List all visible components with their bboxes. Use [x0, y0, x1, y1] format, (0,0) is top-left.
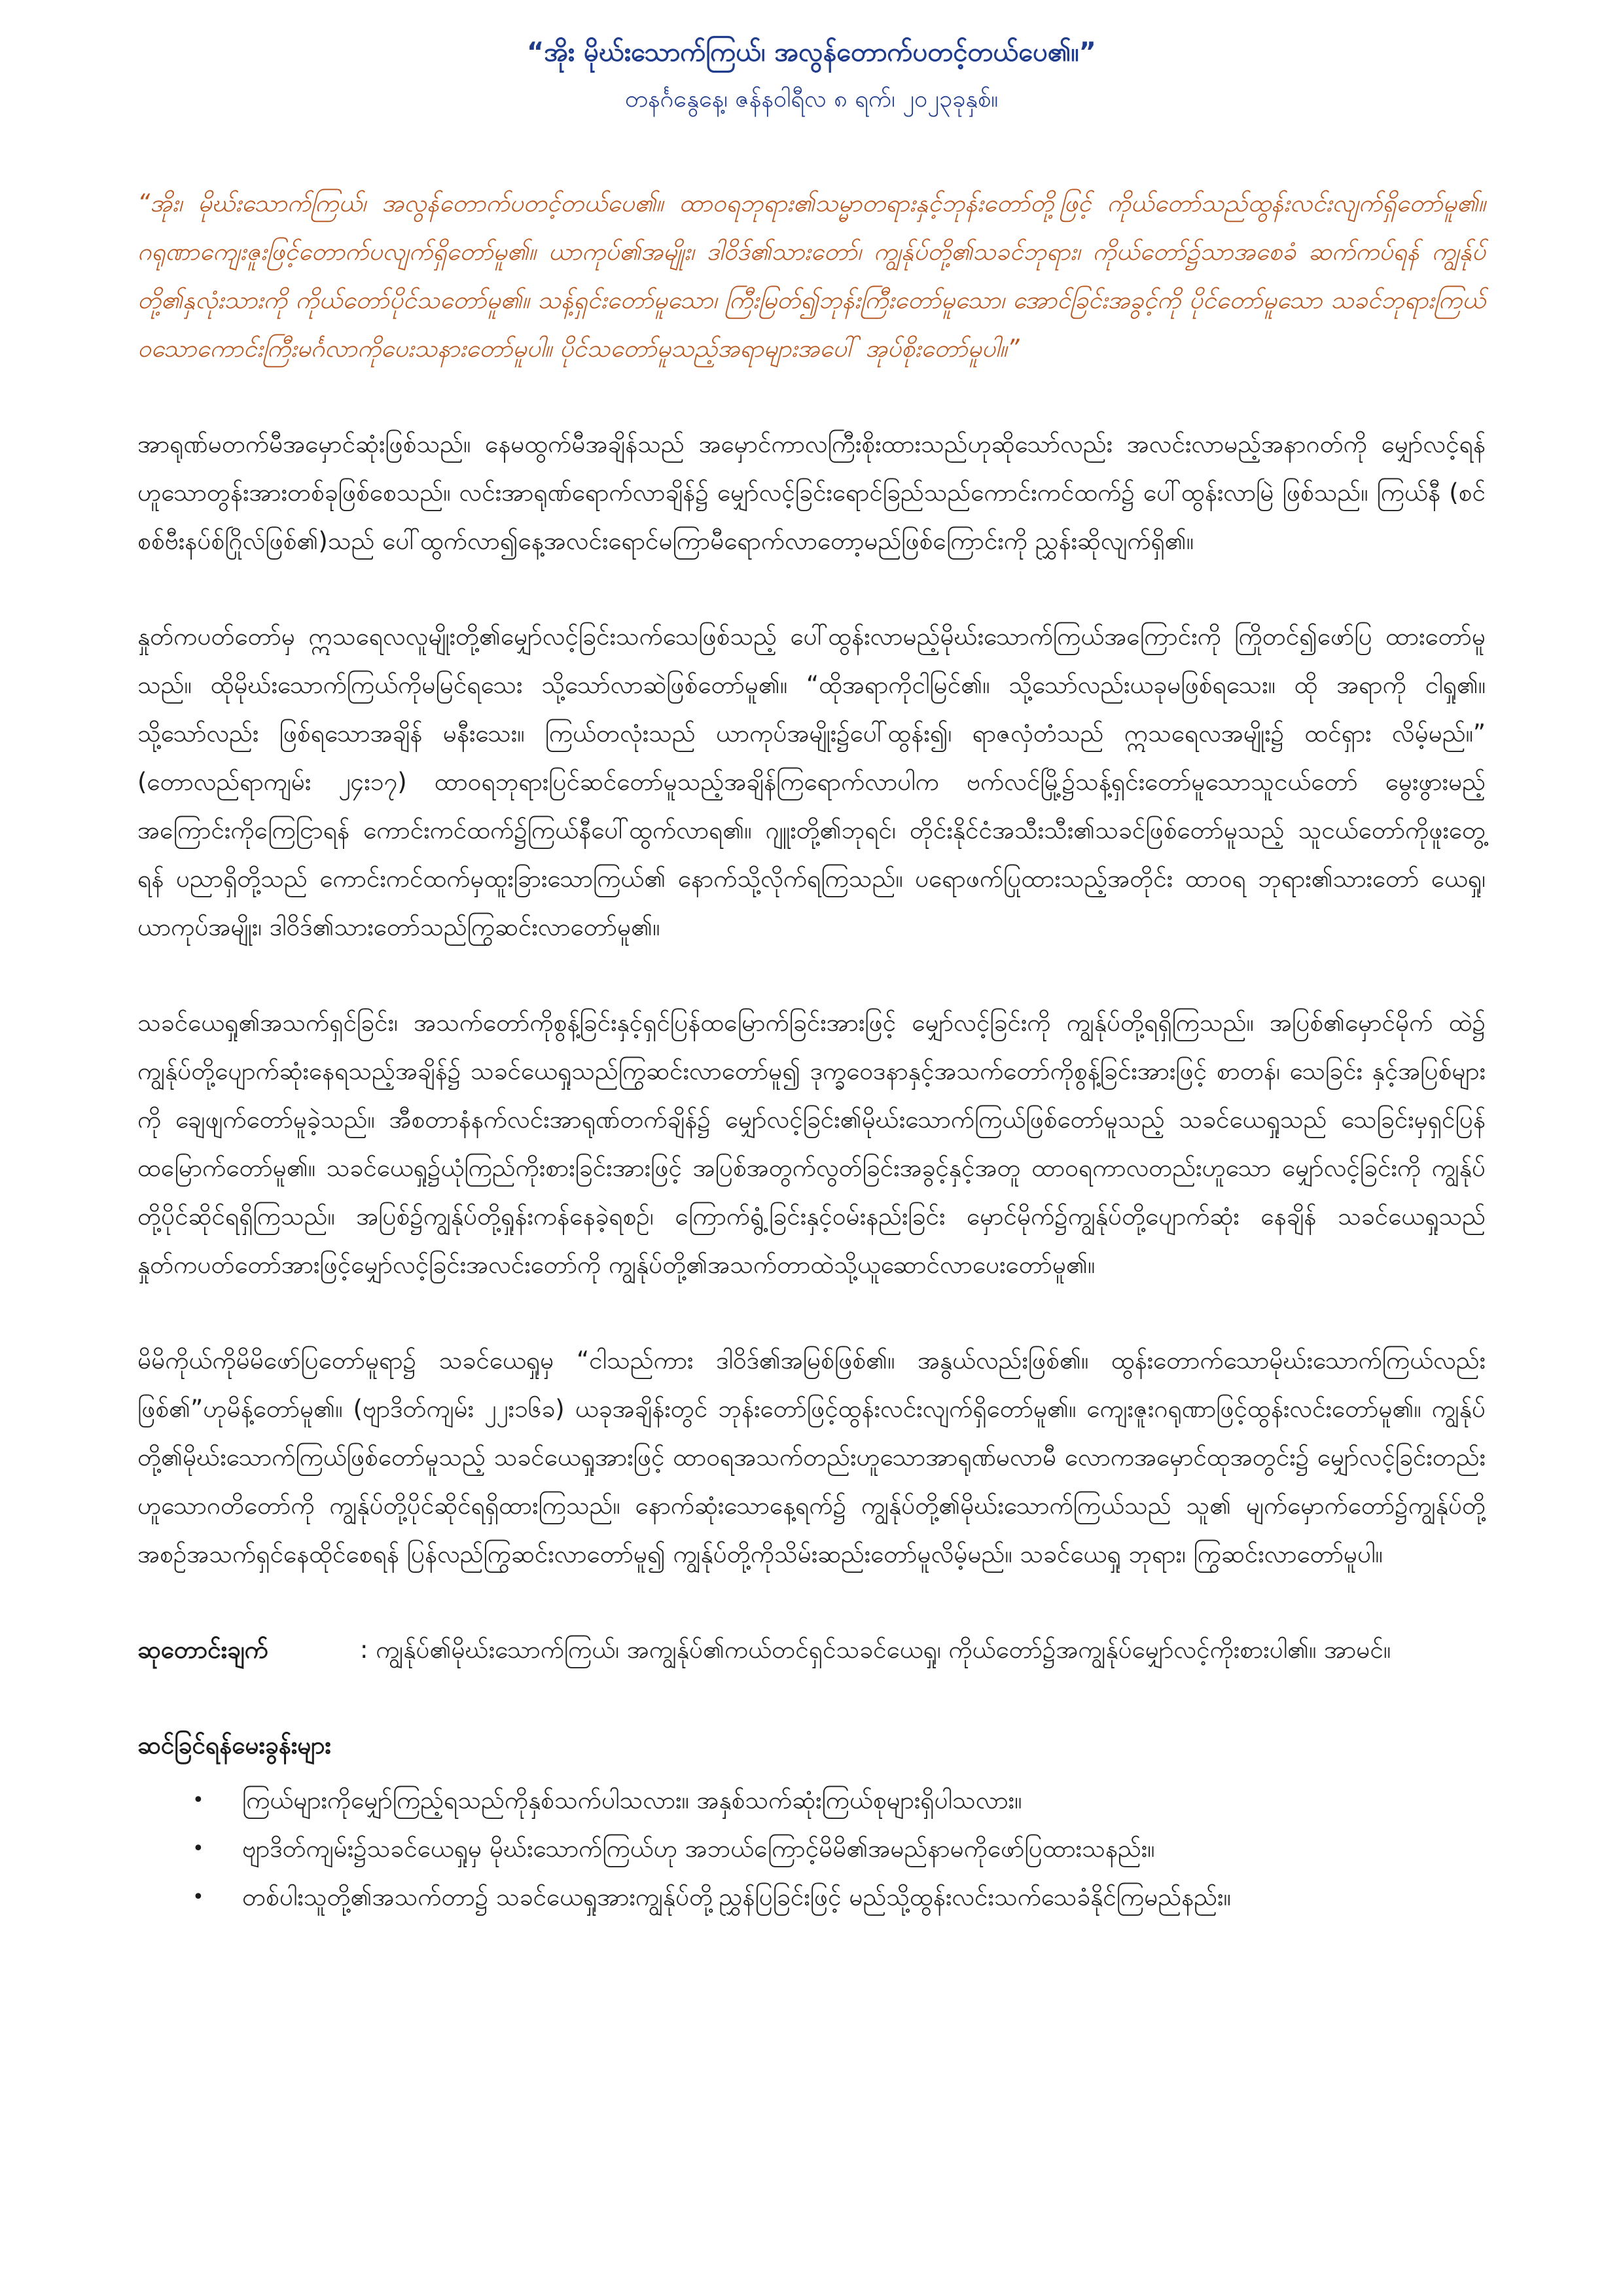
date-line: တနင်္ဂနွေနေ့၊ ဇန်နဝါရီလ ၈ ရက်၊ ၂၀၂၃ခုနှစ်။	[624, 86, 999, 113]
question-item	[137, 1825, 1486, 1873]
question-item	[137, 1873, 1486, 1922]
bullet-icon: •	[192, 1837, 204, 1860]
question-text: တစ်ပါးသူတို့၏အသက်တာ၌ သခင်ယေရှုအားကျွန်ုပ်တို့ညွှန်ပြခြင်းဖြင့် မည်သို့ထွန်းလင်းသက်သေခံနိုင်ကြမည်နည်း။	[242, 1883, 1231, 1911]
bullet-icon: •	[192, 1789, 204, 1812]
devotional-page	[137, 33, 1486, 1922]
bullet-icon: •	[192, 1886, 204, 1909]
paragraph-4: မိမိကိုယ်ကိုမိမိဖော်ပြတော်မူရာ၌ သခင်ယေရှုမှ “ငါသည်ကား ဒါဝိဒ်၏အမြစ်ဖြစ်၏။ အနွယ်လည်းဖြစ်၏။ ထွန်းတောက်သောမိုဃ်းသောက်ကြယ်လည်း ဖြစ်၏”ဟုမိန့်တော်မူ၏။ (ဗျာဒိတ်ကျမ်း ၂၂း၁၆ခ) ယခုအချိန်းတွင် ဘုန်းတော်ဖြင့်ထွန်းလင်းလျက်ရှိတော်မူ၏။ ကျေးဇူးဂရုဏာဖြင့်ထွန်းလင်းတော်မူ၏။ ကျွန်ုပ်တို့၏မိုဃ်းသောက်ကြယ်ဖြစ်တော်မူသည့် သခင်ယေရှုအားဖြင့် ထာဝရအသက်တည်းဟူသောအာရုဏ်မလာမီ လောကအမှောင်ထုအတွင်း၌ မျှော်လင့်ခြင်းတည်းဟူသောဂတိတော်ကို ကျွန်ုပ်တို့ပိုင်ဆိုင်ရရှိထားကြသည်။ နောက်ဆုံးသောနေ့ရက်၌ ကျွန်ုပ်တို့၏မိုဃ်းသောက်ကြယ်သည် သူ၏ မျက်မှောက်တော်၌ကျွန်ုပ်တို့အစဉ်အသက်ရှင်နေထိုင်စေရန် ပြန်လည်ကြွဆင်းလာတော်မူ၍ ကျွန်ုပ်တို့ကိုသိမ်းဆည်းတော်မူလိမ့်မည်။ သခင်ယေရှု ဘုရား၊ ကြွဆင်းလာတော်မူပါ။	[137, 1346, 1486, 1568]
opening-quote: “အိုး၊ မိုဃ်းသောက်ကြယ်၊ အလွန်တောက်ပတင့်တယ်ပေ၏။ ထာဝရဘုရား၏သမ္မာတရားနှင့်ဘုန်းတော်တို့ဖြင့် ကိုယ်တော်သည်ထွန်းလင်းလျက်ရှိတော်မူ၏။ ဂရုဏာကျေးဇူးဖြင့်တောက်ပလျက်ရှိတော်မူ၏။ ယာကုပ်၏အမျိုး၊ ဒါဝိဒ်၏သားတော်၊ ကျွန်ုပ်တို့၏သခင်ဘုရား၊ ကိုယ်တော်၌သာအစေခံ ဆက်ကပ်ရန် ကျွန်ုပ်တို့၏နှလုံးသားကို ကိုယ်တော်ပိုင်သတော်မူ၏။ သန့်ရှင်းတော်မူသော၊ ကြီးမြတ်၍ဘုန်းကြီးတော်မူသော၊ အောင်ခြင်းအခွင့်ကို ပိုင်တော်မူသော သခင်ဘုရားကြယ်ဝသောကောင်းကြီးမင်္ဂလာကိုပေးသနားတော်မူပါ။ ပိုင်သတော်မူသည့်အရာများအပေါ် အုပ်စိုးတော်မူပါ။”	[137, 189, 1486, 363]
prayer-section	[137, 1626, 1486, 1674]
paragraph-2: နှုတ်ကပတ်တော်မှ ဣသရေလလူမျိုးတို့၏မျှော်လင့်ခြင်းသက်သေဖြစ်သည့် ပေါ်ထွန်းလာမည့်မိုဃ်းသောက်ကြယ်အကြောင်းကို ကြိုတင်၍ဖော်ပြ ထားတော်မူသည်။ ထိုမိုဃ်းသောက်ကြယ်ကိုမမြင်ရသေး သို့သော်လာဆဲဖြစ်တော်မူ၏။ “ထိုအရာကိုငါမြင်၏။ သို့သော်လည်းယခုမဖြစ်ရသေး။ ထို အရာကို ငါရှု၏။ သို့သော်လည်း ဖြစ်ရသောအချိန် မနီးသေး။ ကြယ်တလုံးသည် ယာကုပ်အမျိုး၌ပေါ်ထွန်း၍၊ ရာဇလှံတံသည် ဣသရေလအမျိုး၌ ထင်ရှား လိမ့်မည်။” (တောလည်ရာကျမ်း ၂၄း၁၇) ထာဝရဘုရားပြင်ဆင်တော်မူသည့်အချိန်ကြရောက်လာပါက ဗက်လင်မြို့၌သန့်ရှင်းတော်မူသောသူငယ်တော် မွေးဖွားမည့်အကြောင်းကိုကြေငြာရန် ကောင်းကင်ထက်၌ကြယ်နီပေါ်ထွက်လာရ၏။ ဂျူးတို့၏ဘုရင်၊ တိုင်းနိုင်ငံအသီးသီး၏သခင်ဖြစ်တော်မူသည့် သူငယ်တော်ကိုဖူးတွေ့ရန် ပညာရှိတို့သည် ကောင်းကင်ထက်မှထူးခြားသောကြယ်၏ နောက်သို့လိုက်ရကြသည်။ ပရောဖက်ပြုထားသည့်အတိုင်း ထာဝရ ဘုရား၏သားတော် ယေရှု၊ ယာကုပ်အမျိုး၊ ဒါဝိဒ်၏သားတော်သည်ကြွဆင်းလာတော်မူ၏။	[137, 622, 1486, 941]
question-text: ဗျာဒိတ်ကျမ်း၌သခင်ယေရှုမှ မိုဃ်းသောက်ကြယ်ဟု အဘယ်ကြောင့်မိမိ၏အမည်နာမကိုဖော်ပြထားသနည်း။	[242, 1835, 1155, 1863]
questions-heading: ဆင်ခြင်ရန်မေးခွန်းများ	[137, 1731, 331, 1759]
prayer-label: ဆုတောင်းချက်	[137, 1636, 268, 1664]
page-title: “အိုး မိုဃ်းသောက်ကြယ်၊ အလွန်တောက်ပတင့်တယ်ပေ၏။”	[527, 37, 1096, 67]
paragraph-1: အာရုဏ်မတက်မီအမှောင်ဆုံးဖြစ်သည်။ နေမထွက်မီအချိန်သည် အမှောင်ကာလကြီးစိုးထားသည်ဟုဆိုသော်လည်း အလင်းလာမည့်အနာဂတ်ကို မျှော်လင့်ရန်ဟူသောတွန်းအားတစ်ခုဖြစ်စေသည်။ လင်းအာရုဏ်ရောက်လာချိန်၌ မျှော်လင့်ခြင်းရောင်ခြည်သည်ကောင်းကင်ထက်၌ ပေါ်ထွန်းလာမြဲ ဖြစ်သည်။ ကြယ်နီ (စင်စစ်ဗီးနပ်စ်ဂြိုလ်ဖြစ်၏)သည် ပေါ်ထွက်လာ၍နေ့အလင်းရောင်မကြာမီရောက်လာတော့မည်ဖြစ်ကြောင်းကို ညွှန်းဆိုလျက်ရှိ၏။	[137, 430, 1486, 555]
prayer-text: : ကျွန်ုပ်၏မိုဃ်းသောက်ကြယ်၊ အကျွန်ုပ်၏ကယ်တင်ရှင်သခင်ယေရှု၊ ကိုယ်တော်၌အကျွန်ုပ်မျှော်လင့်ကိုးစားပါ၏။ အာမင်။	[360, 1636, 1391, 1664]
paragraph-3: သခင်ယေရှု၏အသက်ရှင်ခြင်း၊ အသက်တော်ကိုစွန့်ခြင်းနှင့်ရှင်ပြန်ထမြောက်ခြင်းအားဖြင့် မျှော်လင့်ခြင်းကို ကျွန်ုပ်တို့ရရှိကြသည်။ အပြစ်၏မှောင်မိုက် ထဲ၌ ကျွန်ုပ်တို့ပျောက်ဆုံးနေရသည့်အချိန်၌ သခင်ယေရှုသည်ကြွဆင်းလာတော်မူ၍ ဒုက္ခဝေဒနာနှင့်အသက်တော်ကိုစွန့်ခြင်းအားဖြင့် စာတန်၊ သေခြင်း နှင့်အပြစ်များကို ချေဖျက်တော်မူခဲ့သည်။ အီစတာနံနက်လင်းအာရုဏ်တက်ချိန်၌ မျှော်လင့်ခြင်း၏မိုဃ်းသောက်ကြယ်ဖြစ်တော်မူသည့် သခင်ယေရှုသည် သေခြင်းမှရှင်ပြန်ထမြောက်တော်မူ၏။ သခင်ယေရှု၌ယုံကြည်ကိုးစားခြင်းအားဖြင့် အပြစ်အတွက်လွတ်ခြင်းအခွင့်နှင့်အတူ ထာဝရကာလတည်းဟူသော မျှော်လင့်ခြင်းကို ကျွန်ုပ်တို့ပိုင်ဆိုင်ရရှိကြသည်။ အပြစ်၌ကျွန်ုပ်တို့ရှုန်းကန်နေခဲ့ရစဉ်၊ ကြောက်ရွံ့ခြင်းနှင့်ဝမ်းနည်းခြင်း မှောင်မိုက်၌ကျွန်ုပ်တို့ပျောက်ဆုံး နေချိန် သခင်ယေရှုသည် နှုတ်ကပတ်တော်အားဖြင့်မျှော်လင့်ခြင်းအလင်းတော်ကို ကျွန်ုပ်တို့၏အသက်တာထဲသို့ယူဆောင်လာပေးတော်မူ၏။	[137, 1009, 1486, 1279]
questions-list	[137, 1776, 1486, 1922]
question-item	[137, 1776, 1486, 1825]
question-text: ကြယ်များကိုမျှော်ကြည့်ရသည်ကိုနှစ်သက်ပါသလား။ အနှစ်သက်ဆုံးကြယ်စုများရှိပါသလား။	[242, 1786, 1022, 1814]
